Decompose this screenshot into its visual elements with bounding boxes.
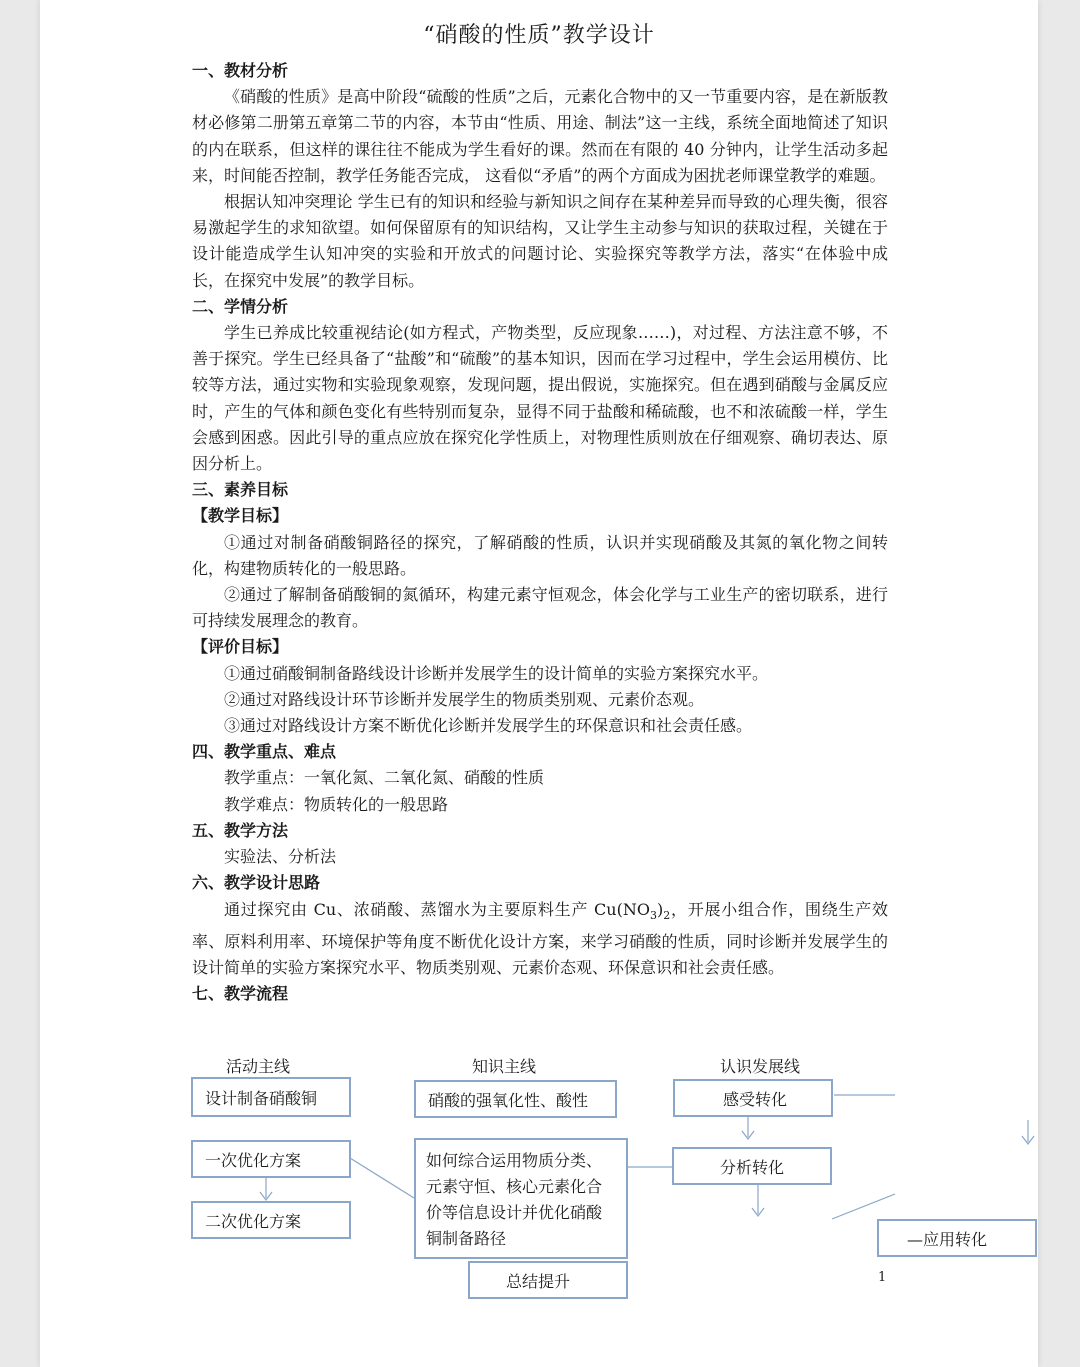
page-title: “硝酸的性质”教学设计: [423, 23, 655, 48]
text-span: ): [656, 899, 664, 919]
arrow-head: [752, 1208, 764, 1216]
evaluation-goal-label: 【评价目标】: [192, 637, 289, 657]
flow-box-activity-2: 一次优化方案: [191, 1140, 351, 1178]
column-label-knowledge: 知识主线: [472, 1057, 537, 1076]
paragraph: ①通过硝酸铜制备路线设计诊断并发展学生的设计简单的实验方案探究水平。: [224, 663, 769, 683]
paragraph: ③通过对路线设计方案不断优化诊断并发展学生的环保意识和社会责任感。: [224, 716, 753, 736]
section-heading-1: 一、教材分析: [192, 61, 289, 80]
paragraph: 学生已养成比较重视结论(如方程式，产物类型，反应现象……)，对过程、方法注意不够，不善于探究。学生已经具备了“盐酸”和“硫酸”的基本知识，因而在学习过程中，学生会运用模仿、比较等方法，通过实物和实验现象观察，发现问题，提出假说，实施探究。但在遇到硝酸与金属反应时，产生的气体和颜色变化有些特别而复杂，显得不同于盐酸和稀硫酸，也不和浓硫酸一样，学生会感到困惑。因此引导的重点应放在探究化学性质上，对物理性质则放在仔细观察、确切表达、原因分析上。: [192, 323, 888, 474]
arrow-head: [260, 1192, 272, 1200]
section-heading-7: 七、教学流程: [192, 984, 289, 1004]
paragraph: [192, 897, 888, 982]
teaching-goal-label: 【教学目标】: [192, 506, 289, 526]
paragraph: ②通过对路线设计环节诊断并发展学生的物质类别观、元素价态观。: [224, 689, 705, 709]
connector-line: [832, 1194, 895, 1219]
paragraph: 根据认知冲突理论 学生已有的知识和经验与新知识之间存在某种差异而导致的心理失衡，很容易激起学生的求知欲望。如何保留原有的知识结构，又让学生主动参与知识的获取过程，关键在于设计能造成学生认知冲突的实验和开放式的问题讨论、实验探究等教学方法，落实“在体验中成长，在探究中发展”的教学目标。: [192, 192, 888, 290]
section-heading-2: 二、学情分析: [192, 296, 289, 316]
flow-box-cognition-3: —应用转化: [877, 1219, 1037, 1257]
section-heading-5: 五、教学方法: [192, 820, 289, 840]
column-label-cognition: 认识发展线: [720, 1057, 801, 1076]
connector-line: [350, 1158, 414, 1198]
section-heading-6: 六、教学设计思路: [192, 873, 321, 893]
paragraph: ②通过了解制备硝酸铜的氮循环，构建元素守恒观念，体会化学与工业生产的密切联系，进行可持续发展理念的教育。: [192, 585, 888, 631]
document-page: [40, 0, 1038, 1367]
arrow-head: [1022, 1136, 1034, 1144]
text-span: 通过探究由 Cu、浓硝酸、蒸馏水为主要原料生产 Cu(NO: [224, 899, 650, 919]
paragraph: ①通过对制备硝酸铜路径的探究，了解硝酸的性质，认识并实现硝酸及其氮的氧化物之间转化，构建物质转化的一般思路。: [192, 532, 888, 578]
subscript: 3: [649, 908, 657, 922]
teaching-key-point: 教学重点：一氧化氮、二氧化氮、硝酸的性质: [224, 768, 545, 788]
document-body: [192, 58, 888, 1008]
flow-box-activity-1: 设计制备硝酸铜: [191, 1077, 351, 1117]
arrow-head: [742, 1131, 754, 1139]
section-heading-4: 四、教学重点、难点: [192, 742, 337, 762]
flow-box-knowledge-2: 如何综合运用物质分类、元素守恒、核心元素化合价等信息设计并优化硝酸铜制备路径: [414, 1138, 628, 1259]
flow-box-cognition-1: 感受转化: [673, 1079, 833, 1117]
flow-box-activity-3: 二次优化方案: [191, 1201, 351, 1239]
section-heading-3: 三、素养目标: [192, 480, 289, 500]
subscript: 2: [663, 908, 671, 922]
column-label-activity: 活动主线: [226, 1057, 291, 1076]
paragraph: 《硝酸的性质》是高中阶段“硫酸的性质”之后，元素化合物中的又一节重要内容，是在新版教材必修第二册第五章第二节的内容，本节由“性质、用途、制法”这一主线，系统全面地简述了知识的内在联系，但这样的课往往不能成为学生看好的课。然而在有限的 40 分钟内，让学生活动多起来，时间能否控制，教学任务能否完成， 这看似“矛盾”的两个方面成为困扰老师课堂教学的难题。: [192, 87, 888, 185]
flow-box-knowledge-1: 硝酸的强氧化性、酸性: [414, 1080, 617, 1118]
teaching-difficulty: 教学难点：物质转化的一般思路: [224, 794, 449, 814]
text-span: ，开展小组合作，围绕生产效率、原料利用率、环境保护等角度不断优化设计方案，来学习硝酸的性质，同时诊断并发展学生的设计简单的实验方案探究水平、物质类别观、元素价态观、环保意识和社会责任感。: [192, 899, 888, 978]
page-number: 1: [878, 1270, 887, 1285]
teaching-method: 实验法、分析法: [224, 847, 337, 867]
flow-box-cognition-2: 分析转化: [672, 1147, 832, 1185]
flow-box-knowledge-3: 总结提升: [468, 1261, 628, 1299]
